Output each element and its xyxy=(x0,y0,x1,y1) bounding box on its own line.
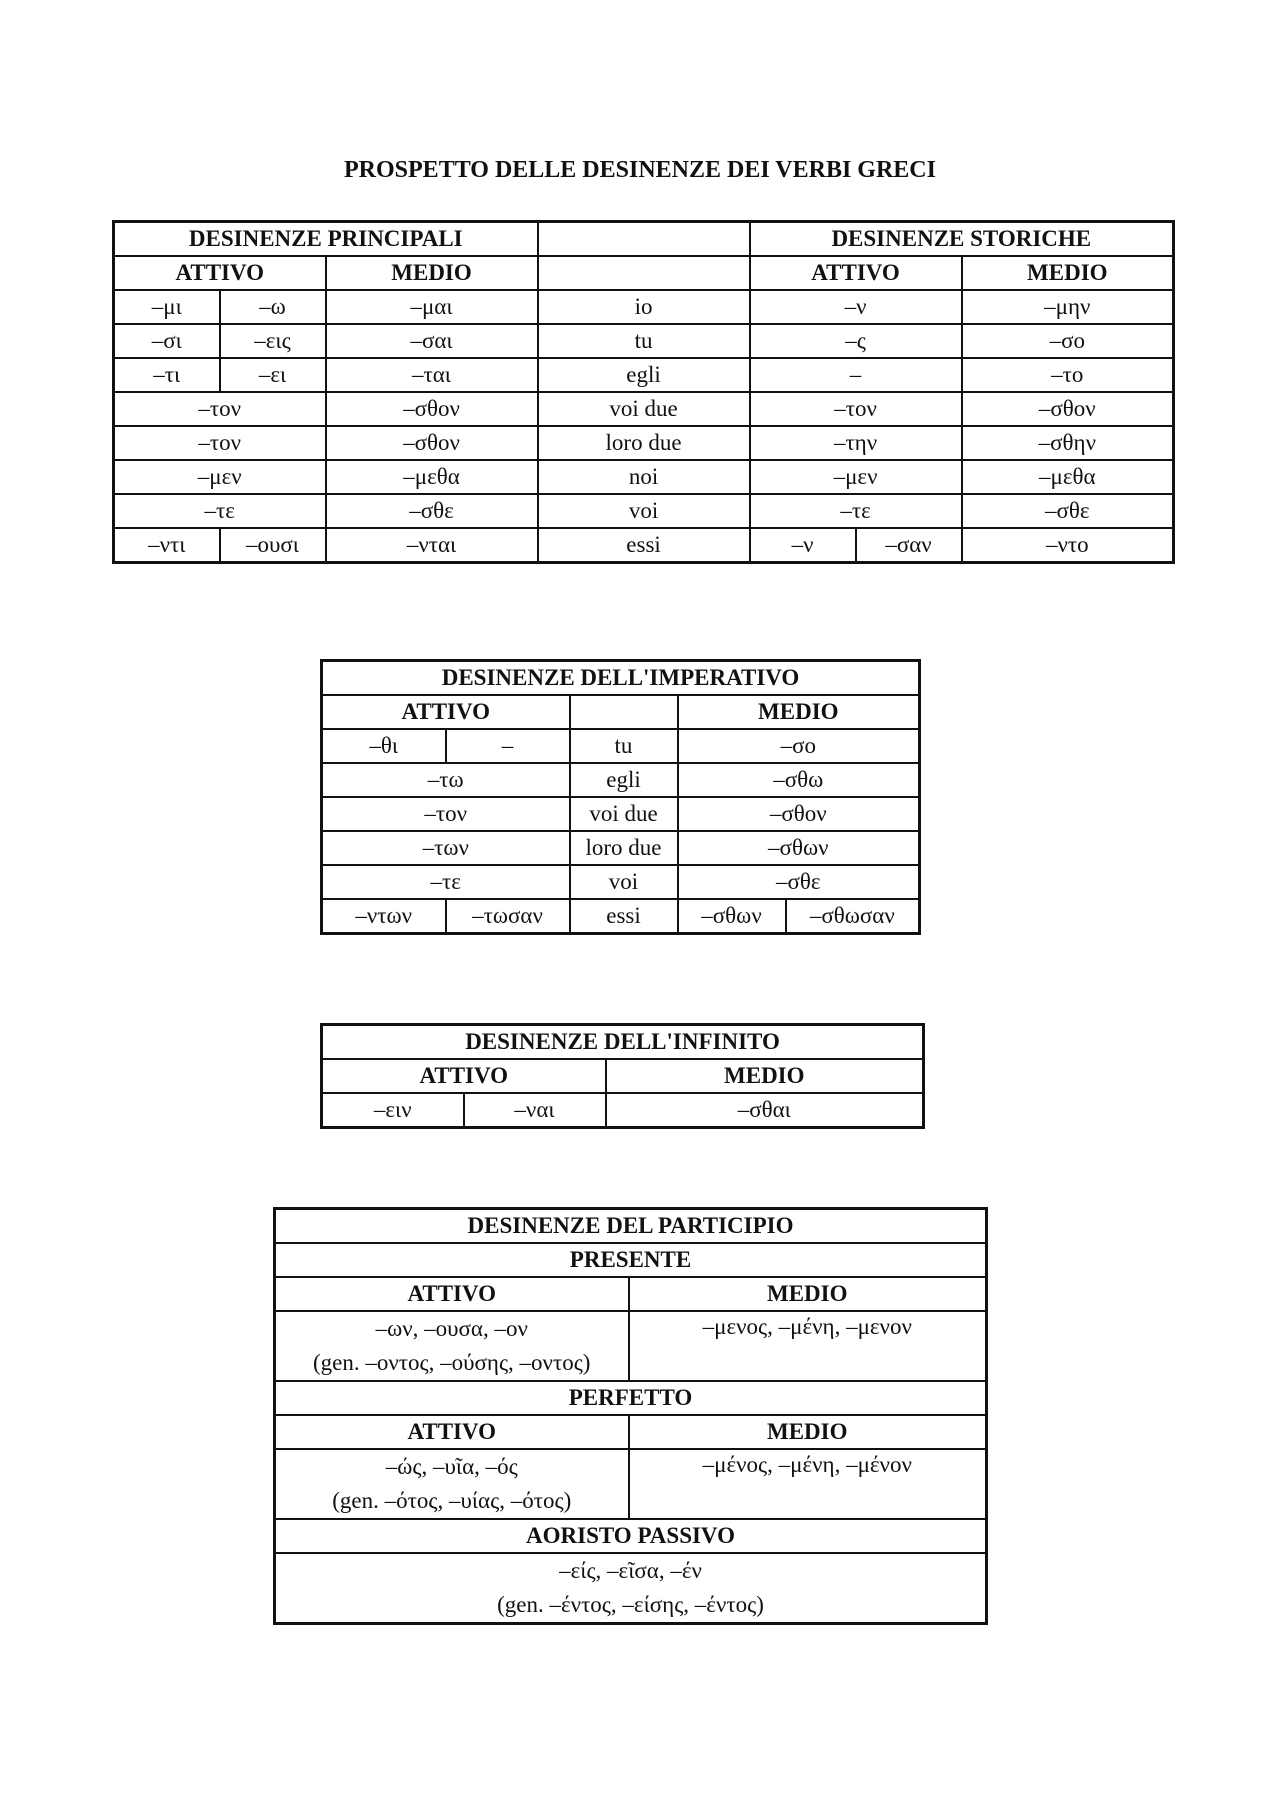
cell: –τον xyxy=(750,392,962,426)
table-row xyxy=(114,358,1174,392)
participle-table xyxy=(273,1207,988,1625)
cell: –ναι xyxy=(464,1093,606,1128)
cell: –τι xyxy=(114,358,220,392)
person-cell: voi due xyxy=(538,392,750,426)
cell: –σθον xyxy=(326,426,538,460)
cell: – xyxy=(446,729,570,763)
cell: –σθον xyxy=(326,392,538,426)
empty-cell xyxy=(538,256,750,290)
participle-header: DESINENZE DEL PARTICIPIO xyxy=(275,1209,987,1244)
medio-header: MEDIO xyxy=(629,1415,987,1449)
cell: –σθε xyxy=(326,494,538,528)
cell: –μαι xyxy=(326,290,538,324)
medio-header: MEDIO xyxy=(606,1059,924,1093)
cell: –ω xyxy=(220,290,326,324)
table-row xyxy=(114,494,1174,528)
cell: –σι xyxy=(114,324,220,358)
cell: –ς xyxy=(750,324,962,358)
table-row xyxy=(114,460,1174,494)
storiche-medio-header: MEDIO xyxy=(962,256,1174,290)
table-row xyxy=(114,290,1174,324)
attivo-header: ATTIVO xyxy=(322,695,570,729)
aoristo-header: AORISTO PASSIVO xyxy=(275,1519,987,1553)
person-cell: voi xyxy=(538,494,750,528)
cell: –σθω xyxy=(678,763,920,797)
cell: –θι xyxy=(322,729,446,763)
cell xyxy=(275,1553,987,1624)
cell: –εις xyxy=(220,324,326,358)
cell: –ν xyxy=(750,528,856,563)
participle-forms: –μένος, –μένη, –μένον xyxy=(702,1452,912,1477)
table-row xyxy=(322,797,920,831)
cell: –ουσι xyxy=(220,528,326,563)
attivo-header: ATTIVO xyxy=(275,1277,629,1311)
table-row xyxy=(322,865,920,899)
table-row xyxy=(114,392,1174,426)
person-cell: noi xyxy=(538,460,750,494)
cell: –ται xyxy=(326,358,538,392)
imperative-header: DESINENZE DELL'IMPERATIVO xyxy=(322,661,920,696)
attivo-header: ATTIVO xyxy=(322,1059,606,1093)
infinitive-table xyxy=(320,1023,925,1129)
table-row xyxy=(275,1449,987,1519)
cell: –μι xyxy=(114,290,220,324)
cell: –τωσαν xyxy=(446,899,570,934)
person-cell: voi due xyxy=(570,797,678,831)
cell: –σο xyxy=(678,729,920,763)
cell: –σθων xyxy=(678,831,920,865)
cell: –σθε xyxy=(678,865,920,899)
person-cell: tu xyxy=(538,324,750,358)
cell: –σθωσαν xyxy=(786,899,920,934)
participle-forms: –είς, –εῖσα, –έν xyxy=(559,1558,702,1583)
cell: –σθε xyxy=(962,494,1174,528)
participle-forms: –μενος, –μένη, –μενον xyxy=(702,1314,912,1339)
cell: –μεν xyxy=(114,460,326,494)
table-row xyxy=(322,729,920,763)
table-row xyxy=(114,426,1174,460)
cell: –σαι xyxy=(326,324,538,358)
person-cell: loro due xyxy=(538,426,750,460)
cell: –την xyxy=(750,426,962,460)
imperative-table xyxy=(320,659,921,935)
participle-forms: –ων, –ουσα, –ον xyxy=(375,1316,528,1341)
medio-header: MEDIO xyxy=(629,1277,987,1311)
cell: –νται xyxy=(326,528,538,563)
person-cell: egli xyxy=(570,763,678,797)
cell: –το xyxy=(962,358,1174,392)
participle-genitive: (gen. –οντος, –ούσης, –οντος) xyxy=(313,1350,591,1375)
person-cell: loro due xyxy=(570,831,678,865)
person-cell: essi xyxy=(538,528,750,563)
principali-medio-header: MEDIO xyxy=(326,256,538,290)
table-row xyxy=(322,899,920,934)
participle-genitive: (gen. –ότος, –υίας, –ότος) xyxy=(332,1488,572,1513)
participle-genitive: (gen. –έντος, –είσης, –έντος) xyxy=(497,1592,764,1617)
cell: –μεν xyxy=(750,460,962,494)
perfetto-header: PERFETTO xyxy=(275,1381,987,1415)
person-cell: tu xyxy=(570,729,678,763)
cell: –σο xyxy=(962,324,1174,358)
cell: –ντο xyxy=(962,528,1174,563)
cell: –τε xyxy=(114,494,326,528)
cell: –των xyxy=(322,831,570,865)
person-cell: egli xyxy=(538,358,750,392)
person-cell: essi xyxy=(570,899,678,934)
table-row xyxy=(114,324,1174,358)
cell: –τε xyxy=(322,865,570,899)
cell: –σαν xyxy=(856,528,962,563)
cell: –τω xyxy=(322,763,570,797)
table-row xyxy=(322,1093,924,1128)
table-row xyxy=(275,1553,987,1624)
person-cell: voi xyxy=(570,865,678,899)
cell: –ν xyxy=(750,290,962,324)
table-row xyxy=(275,1311,987,1381)
cell: –τον xyxy=(114,392,326,426)
cell xyxy=(275,1311,629,1381)
cell xyxy=(629,1311,987,1381)
cell: –σθην xyxy=(962,426,1174,460)
cell: – xyxy=(750,358,962,392)
principali-header: DESINENZE PRINCIPALI xyxy=(114,222,538,257)
cell: –μην xyxy=(962,290,1174,324)
cell: –μεθα xyxy=(326,460,538,494)
presente-header: PRESENTE xyxy=(275,1243,987,1277)
participle-forms: –ώς, –υῖα, –ός xyxy=(385,1454,518,1479)
table-row xyxy=(322,831,920,865)
empty-cell xyxy=(570,695,678,729)
principali-attivo-header: ATTIVO xyxy=(114,256,326,290)
page-title: PROSPETTO DELLE DESINENZE DEI VERBI GRECI xyxy=(344,157,936,183)
cell: –ντι xyxy=(114,528,220,563)
cell: –τε xyxy=(750,494,962,528)
empty-cell xyxy=(538,222,750,257)
table-row xyxy=(114,528,1174,563)
storiche-header: DESINENZE STORICHE xyxy=(750,222,1174,257)
cell xyxy=(629,1449,987,1519)
cell: –ντων xyxy=(322,899,446,934)
main-endings-table xyxy=(112,220,1175,564)
table-row xyxy=(322,763,920,797)
cell: –σθαι xyxy=(606,1093,924,1128)
cell: –σθων xyxy=(678,899,786,934)
cell: –σθον xyxy=(962,392,1174,426)
cell xyxy=(275,1449,629,1519)
cell: –τον xyxy=(114,426,326,460)
cell: –σθον xyxy=(678,797,920,831)
cell: –ει xyxy=(220,358,326,392)
person-cell: io xyxy=(538,290,750,324)
attivo-header: ATTIVO xyxy=(275,1415,629,1449)
infinitive-header: DESINENZE DELL'INFINITO xyxy=(322,1025,924,1060)
cell: –ειν xyxy=(322,1093,464,1128)
storiche-attivo-header: ATTIVO xyxy=(750,256,962,290)
cell: –μεθα xyxy=(962,460,1174,494)
medio-header: MEDIO xyxy=(678,695,920,729)
cell: –τον xyxy=(322,797,570,831)
